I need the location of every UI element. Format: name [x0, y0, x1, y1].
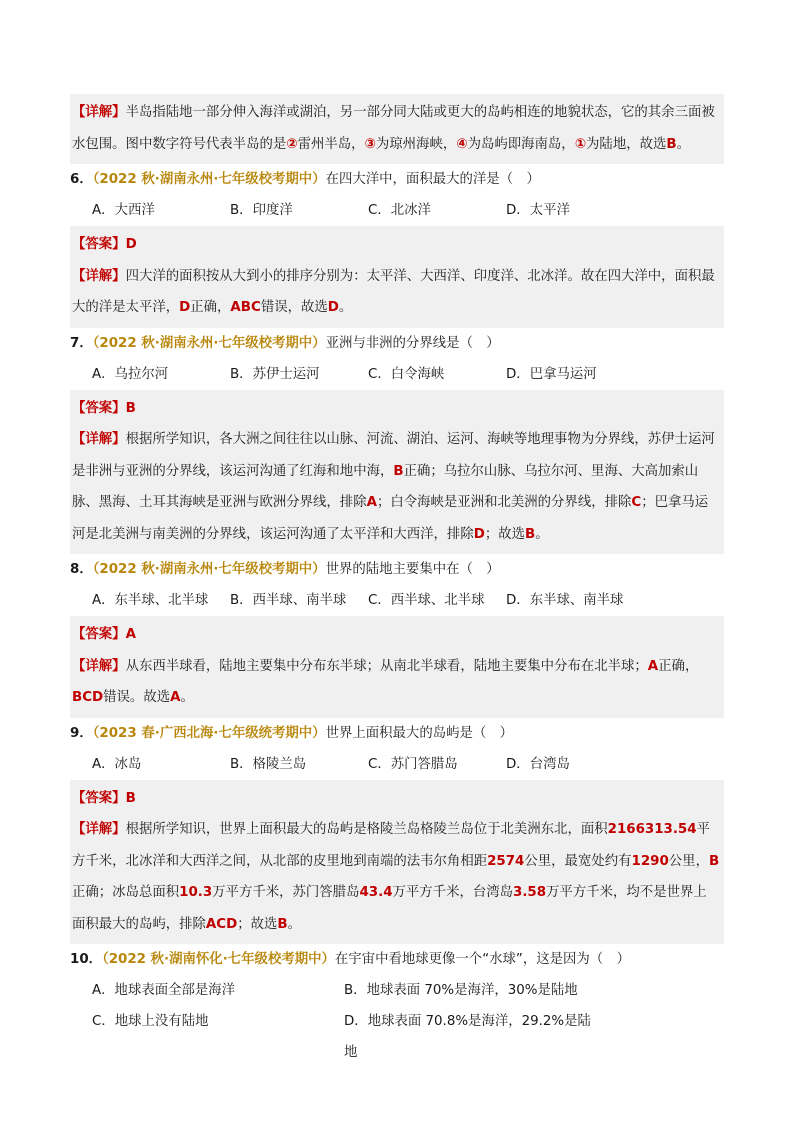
- detail-segment: 为岛屿即海南岛，: [467, 136, 575, 152]
- detail-segment: 雷州半岛，: [297, 136, 365, 152]
- question-source: （2023 春·广西北海·七年级统考期中）: [92, 725, 326, 741]
- detail-segment: 。: [338, 300, 353, 315]
- option-d[interactable]: D．东半球、南半球: [506, 593, 624, 608]
- detail-text: [72, 814, 720, 940]
- worksheet-page: [70, 94, 724, 1068]
- option-d[interactable]: D．台湾岛: [506, 756, 570, 772]
- detail-tag: 【详解】: [72, 268, 126, 284]
- answer-value: A: [125, 627, 136, 642]
- option-b[interactable]: B．苏伊士运河: [230, 366, 320, 382]
- detail-segment: ；故选: [237, 916, 278, 932]
- detail-text: [72, 424, 720, 550]
- detail-mark: ACD: [205, 916, 238, 932]
- answer-value: D: [125, 237, 137, 252]
- detail-mark: 43.4: [359, 885, 393, 900]
- question-10: [70, 944, 724, 975]
- detail-mark: ③: [364, 136, 376, 152]
- detail-mark: A: [647, 658, 659, 674]
- detail-mark: B: [708, 853, 720, 869]
- option-b[interactable]: B．格陵兰岛: [230, 756, 307, 772]
- question-number: 6．: [70, 172, 93, 187]
- detail-segment: 万平方千米，均不是世界上面积最大的岛屿，排除: [72, 885, 707, 932]
- detail-mark: 3.58: [513, 885, 547, 900]
- answer-line: [72, 229, 720, 261]
- answer-value: B: [125, 400, 136, 416]
- detail-segment: 平方千米，北冰洋和大西洋之间，从北部的皮里地到南端的法韦尔角相距: [72, 822, 710, 869]
- detail-segment: ；白令海峡是亚洲和北美洲的分界线，排除: [376, 495, 632, 510]
- answer-tag: 【答案】: [72, 237, 126, 252]
- detail-segment: 半岛指陆地一部分伸入海洋或湖泊，另一部分同大陆或更大的岛屿相连的地貌状态，它的其余三面被水包围。图中数字符号代表半岛的是: [72, 105, 715, 152]
- question-number: 7．: [70, 335, 93, 351]
- question-source: （2022 秋·湖南永州·七年级校考期中）: [92, 562, 326, 577]
- detail-segment: 从东西半球看，陆地主要集中分布东半球；从南北半球看，陆地主要集中分布在北半球；: [125, 658, 648, 674]
- detail-segment: ；巴拿马运河是北美洲与南美洲的分界线，该运河沟通了太平洋和大西洋，排除: [72, 495, 709, 542]
- detail-segment: 。: [535, 526, 549, 542]
- detail-segment: 。: [180, 690, 194, 705]
- detail-mark: B: [277, 916, 288, 932]
- question-8: [70, 554, 724, 585]
- answer-line: [72, 783, 720, 815]
- question-6: [70, 164, 724, 195]
- option-d[interactable]: D．太平洋: [506, 203, 570, 218]
- detail-mark: A: [170, 690, 181, 705]
- answer-tag: 【答案】: [72, 400, 126, 416]
- detail-mark: ②: [286, 136, 298, 152]
- option-c[interactable]: C．西半球、北半球: [368, 593, 485, 608]
- detail-mark: D: [327, 300, 339, 315]
- option-a[interactable]: A．冰岛: [92, 756, 142, 772]
- options-q10: [70, 975, 724, 1068]
- option-a[interactable]: A．东半球、北半球: [92, 593, 209, 608]
- detail-segment: 为琼州海峡，: [375, 136, 457, 152]
- detail-mark: 2166313.54: [607, 822, 697, 837]
- question-9: [70, 718, 724, 749]
- options-q9: [70, 749, 724, 780]
- question-source: （2022 秋·湖南永州·七年级校考期中）: [92, 172, 326, 187]
- detail-segment: 错误。故选: [103, 690, 171, 705]
- question-stem: 在四大洋中，面积最大的洋是（ ）: [325, 172, 540, 187]
- detail-text: [72, 261, 720, 324]
- option-d[interactable]: D．巴拿马运河: [506, 366, 597, 382]
- detail-mark: D: [473, 526, 485, 542]
- option-b[interactable]: B．地球表面 70%是海洋，30%是陆地: [344, 983, 578, 998]
- question-stem: 在宇宙中看地球更像一个“水球”，这是因为（ ）: [334, 952, 630, 967]
- detail-segment: 正确，: [190, 300, 231, 315]
- detail-mark: C: [631, 495, 642, 510]
- detail-text: [72, 97, 720, 160]
- detail-tag: 【详解】: [72, 105, 126, 120]
- option-c[interactable]: C．苏门答腊岛: [368, 756, 458, 772]
- answer-tag: 【答案】: [72, 627, 126, 642]
- answer-block-q9: [70, 780, 724, 945]
- detail-mark: 2574: [487, 853, 525, 869]
- detail-segment: 错误，故选: [260, 300, 328, 315]
- option-c[interactable]: C．北冰洋: [368, 203, 431, 218]
- answer-tag: 【答案】: [72, 790, 126, 806]
- detail-text: [72, 651, 720, 714]
- answer-line: [72, 393, 720, 425]
- detail-segment: 正确；冰岛总面积: [72, 885, 180, 900]
- detail-tag: 【详解】: [72, 822, 126, 837]
- option-c[interactable]: C．地球上没有陆地: [92, 1014, 209, 1029]
- detail-segment: 四大洋的面积按从大到小的排序分别为：太平洋、大西洋、印度洋、北冰洋。故在四大洋中，面积最大的洋是太平洋，: [72, 268, 715, 315]
- question-number: 8．: [70, 562, 93, 577]
- answer-line: [72, 619, 720, 651]
- question-stem: 亚洲与非洲的分界线是（ ）: [325, 335, 500, 351]
- options-q6: [70, 195, 724, 226]
- detail-segment: 公里，: [668, 853, 709, 869]
- detail-segment: 根据所学知识，各大洲之间往往以山脉、河流、湖泊、运河、海峡等地理事物为分界线，苏伊士运河是非洲与亚洲的分界线，该运河沟通了红海和地中海，: [72, 432, 715, 479]
- detail-mark: D: [179, 300, 191, 315]
- detail-mark: ABC: [230, 300, 261, 315]
- options-q8: [70, 585, 724, 616]
- detail-mark: BCD: [72, 690, 104, 705]
- option-d[interactable]: D．地球表面 70.8%是海洋，29.2%是陆地: [344, 1014, 591, 1060]
- option-b[interactable]: B．印度洋: [230, 203, 293, 218]
- detail-mark: ④: [456, 136, 468, 152]
- option-a[interactable]: A．地球表面全部是海洋: [92, 983, 236, 998]
- detail-segment: 正确，: [658, 658, 699, 674]
- question-number: 9．: [70, 725, 93, 741]
- question-number: 10．: [70, 952, 103, 967]
- question-stem: 世界的陆地主要集中在（ ）: [325, 562, 500, 577]
- question-7: [70, 328, 724, 359]
- detail-mark: B: [525, 526, 536, 542]
- detail-segment: 。: [676, 136, 690, 152]
- answer-value: B: [125, 790, 136, 806]
- option-b[interactable]: B．西半球、南半球: [230, 593, 347, 608]
- detail-segment: 万平方千米，苏门答腊岛: [212, 885, 360, 900]
- question-source: （2022 秋·湖南怀化·七年级校考期中）: [102, 952, 335, 967]
- detail-segment: 根据所学知识，世界上面积最大的岛屿是格陵兰岛格陵兰岛位于北美洲东北，面积: [125, 822, 608, 837]
- detail-segment: 公里，最宽处约有: [524, 853, 632, 869]
- detail-mark: B: [393, 463, 404, 479]
- answer-block-q6: [70, 226, 724, 328]
- detail-tag: 【详解】: [72, 658, 126, 674]
- detail-segment: ；故选: [484, 526, 526, 542]
- answer-block-q7: [70, 390, 724, 555]
- detail-segment: 万平方千米，台湾岛: [392, 885, 514, 900]
- option-a[interactable]: A．乌拉尔河: [92, 366, 169, 382]
- detail-mark: B: [666, 136, 677, 152]
- detail-block-q5: [70, 94, 724, 164]
- detail-mark: 1290: [631, 853, 669, 869]
- detail-segment: 为陆地，故选: [586, 136, 667, 152]
- option-c[interactable]: C．白令海峡: [368, 366, 445, 382]
- question-source: （2022 秋·湖南永州·七年级校考期中）: [92, 335, 326, 351]
- detail-mark: ①: [574, 136, 587, 152]
- question-stem: 世界上面积最大的岛屿是（ ）: [325, 725, 514, 741]
- detail-segment: 正确；乌拉尔山脉、乌拉尔河、里海、大高加索山脉、黑海、土耳其海峡是亚洲与欧洲分界线，排除: [72, 463, 699, 510]
- detail-mark: 10.3: [179, 885, 213, 900]
- option-a[interactable]: A．大西洋: [92, 203, 155, 218]
- detail-segment: 。: [287, 916, 301, 932]
- detail-mark: A: [366, 495, 377, 510]
- answer-block-q8: [70, 616, 724, 718]
- options-q7: [70, 359, 724, 390]
- detail-tag: 【详解】: [72, 432, 126, 447]
